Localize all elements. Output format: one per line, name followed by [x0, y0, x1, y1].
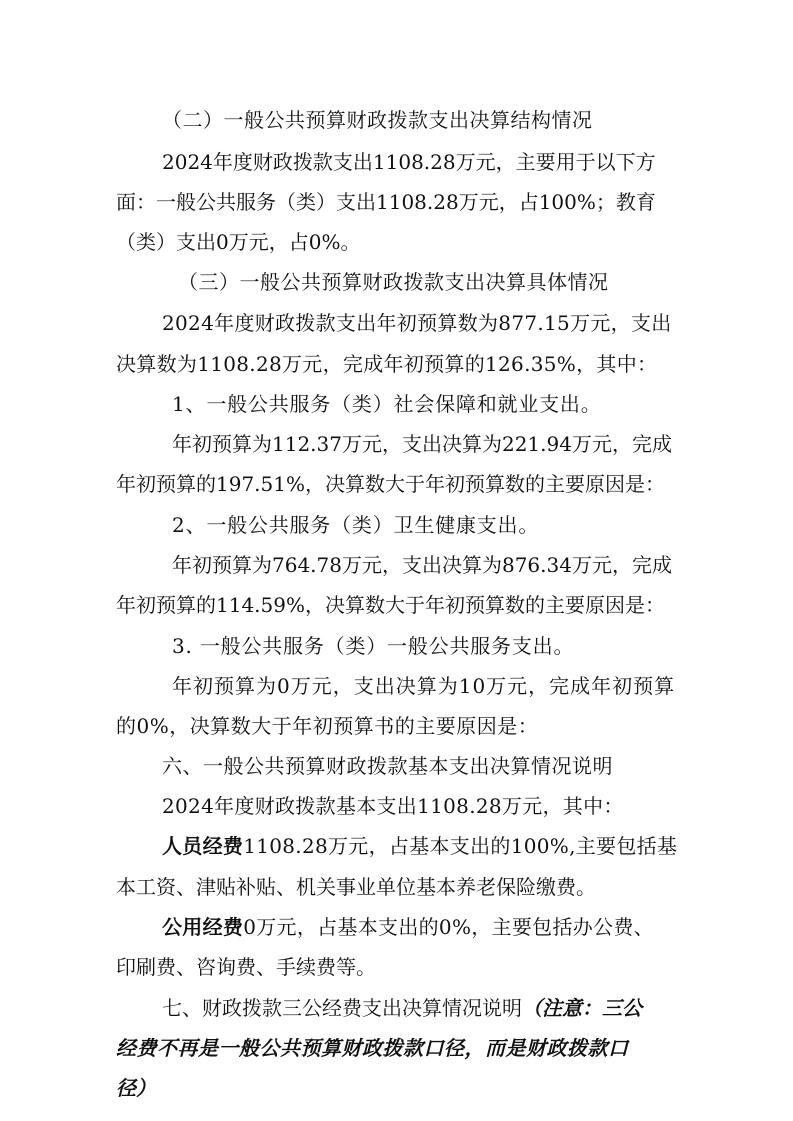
paragraph-line: （类）支出0万元，占0%。	[116, 230, 361, 254]
personnel-expense-line	[162, 832, 677, 860]
section-6-heading: 六、一般公共预算财政拨款基本支出决算情况说明	[162, 754, 613, 778]
paragraph-line: 2024年度财政拨款支出1108.28万元，主要用于以下方	[162, 150, 656, 174]
paragraph-line: 年初预算为0万元，支出决算为10万元，完成年初预算	[172, 674, 676, 698]
section-7-heading	[162, 994, 642, 1022]
section-7-note: （注意：三公	[522, 996, 642, 1020]
section-7-title: 七、财政拨款三公经费支出决算情况说明	[162, 996, 522, 1020]
paragraph-line: 年初预算的114.59%，决算数大于年初预算数的主要原因是：	[116, 593, 665, 617]
subheading-2: （二）一般公共预算财政拨款支出决算结构情况	[162, 108, 593, 132]
section-7-note-cont: 经费不再是一般公共预算财政拨款口径，而是财政拨款口	[116, 1036, 629, 1060]
public-expense-label: 公用经费	[162, 915, 244, 939]
paragraph-line: 印刷费、咨询费、手续费等。	[116, 955, 376, 979]
list-item: 1、一般公共服务（类）社会保障和就业支出。	[172, 392, 602, 416]
paragraph-line: 面：一般公共服务（类）支出1108.28万元，占100%；教育	[116, 190, 656, 214]
personnel-expense-label: 人员经费	[162, 834, 244, 858]
paragraph-line: 本工资、津贴补贴、机关事业单位基本养老保险缴费。	[116, 875, 596, 899]
list-item: 3. 一般公共服务（类）一般公共服务支出。	[172, 634, 575, 658]
paragraph-line: 决算数为1108.28万元，完成年初预算的126.35%，其中：	[116, 352, 658, 376]
section-7-note-end: 径）	[116, 1076, 156, 1100]
paragraph-line: 年初预算为764.78万元，支出决算为876.34万元，完成	[172, 553, 672, 577]
paragraph-line: 2024年度财政拨款基本支出1108.28万元，其中：	[162, 794, 624, 818]
paragraph-line: 的0%，决算数大于年初预算书的主要原因是：	[116, 714, 539, 738]
paragraph-line: 年初预算为112.37万元，支出决算为221.94万元，完成	[172, 432, 672, 456]
paragraph-line: 2024年度财政拨款支出年初预算数为877.15万元，支出	[162, 311, 672, 335]
personnel-expense-text: 1108.28万元，占基本支出的100%,主要包括基	[243, 834, 678, 858]
paragraph-line: 年初预算的197.51%，决算数大于年初预算数的主要原因是：	[116, 472, 665, 496]
list-item: 2、一般公共服务（类）卫生健康支出。	[172, 513, 540, 537]
public-expense-text: 0万元，占基本支出的0%，主要包括办公费、	[243, 915, 654, 939]
subheading-3: （三）一般公共预算财政拨款支出决算具体情况	[178, 270, 609, 294]
public-expense-line	[162, 913, 654, 941]
